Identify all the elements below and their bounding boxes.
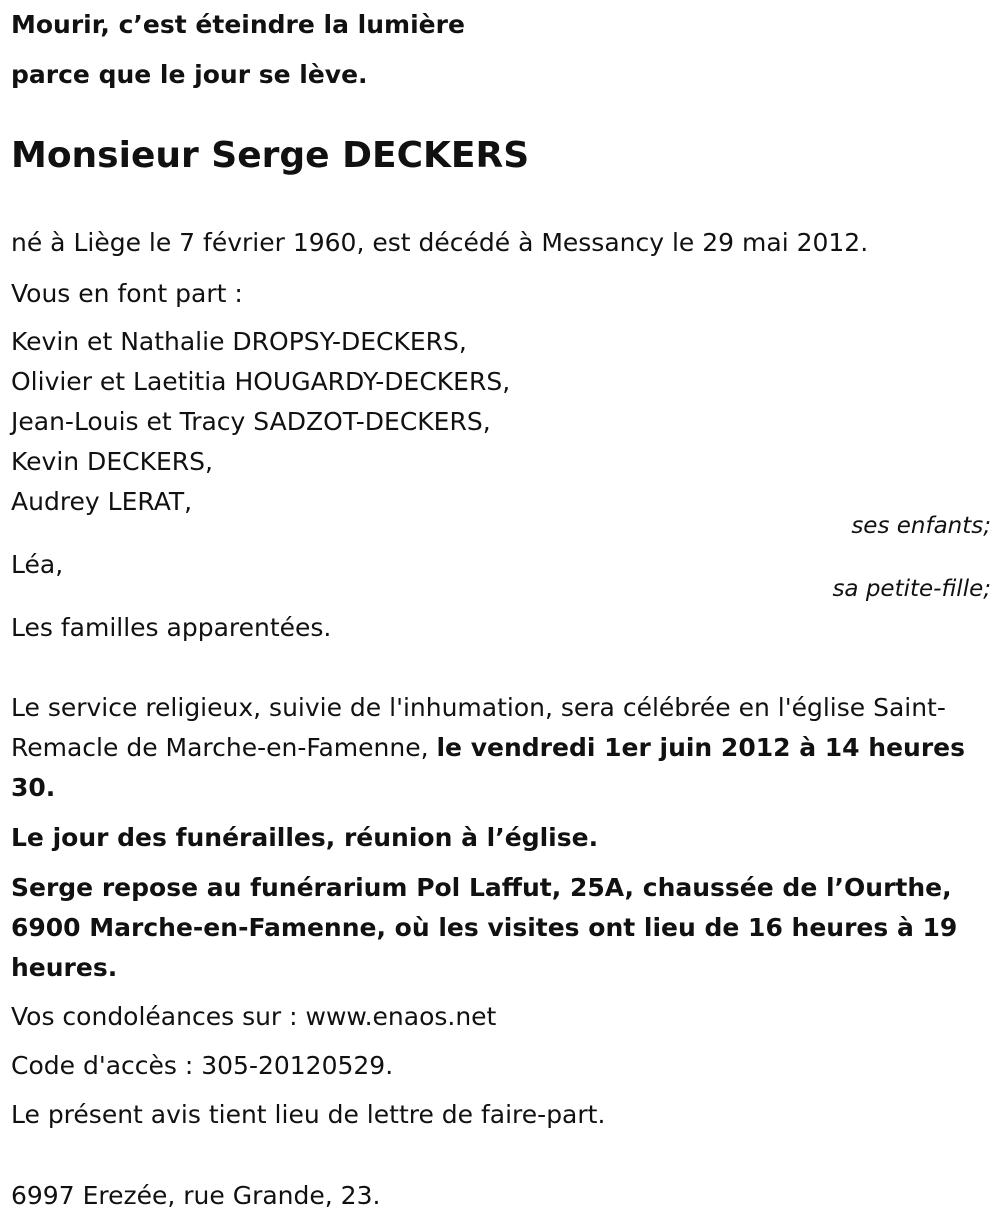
epigraph-line-1: Mourir, c’est éteindre la lumière: [11, 10, 465, 39]
address-line: 6997 Erezée, rue Grande, 23.: [11, 1181, 381, 1210]
granddaughter-role: sa petite-fille;: [832, 576, 991, 602]
service-datetime: le vendredi 1er juin 2012 à 14 heures: [436, 733, 965, 762]
notice-line: Le présent avis tient lieu de lettre de faire-part.: [11, 1100, 606, 1129]
child-3: Jean-Louis et Tracy SADZOT-DECKERS,: [11, 407, 491, 436]
access-code-line: Code d'accès : 305-20120529.: [11, 1051, 394, 1080]
meeting-line: Le jour des funérailles, réunion à l’église.: [11, 823, 599, 852]
child-1: Kevin et Nathalie DROPSY-DECKERS,: [11, 327, 467, 356]
families-line: Les familles apparentées.: [11, 613, 332, 642]
granddaughter: Léa,: [11, 550, 64, 579]
child-4: Kevin DECKERS,: [11, 447, 213, 476]
child-5: Audrey LERAT,: [11, 487, 193, 516]
epigraph-line-2: parce que le jour se lève.: [11, 60, 368, 89]
birth-death-line: né à Liège le 7 février 1960, est décédé à Messancy le 29 mai 2012.: [11, 228, 869, 257]
visitation-line-2: 6900 Marche-en-Famenne, où les visites ont lieu de 16 heures à 19: [11, 913, 958, 942]
child-2: Olivier et Laetitia HOUGARDY-DECKERS,: [11, 367, 511, 396]
children-role: ses enfants;: [851, 513, 991, 539]
visitation-line-1: Serge repose au funérarium Pol Laffut, 25A, chaussée de l’Ourthe,: [11, 873, 952, 902]
service-line-1: Le service religieux, suivie de l'inhumation, sera célébrée en l'église Saint-: [11, 693, 946, 722]
visitation-line-3: heures.: [11, 953, 118, 982]
service-location: Remacle de Marche-en-Famenne,: [11, 733, 437, 762]
condolences-line: Vos condoléances sur : www.enaos.net: [11, 1002, 497, 1031]
deceased-name: Monsieur Serge DECKERS: [11, 135, 530, 176]
announce-intro: Vous en font part :: [11, 279, 243, 308]
service-line-2: [11, 733, 965, 763]
service-line-3: 30.: [11, 773, 56, 802]
